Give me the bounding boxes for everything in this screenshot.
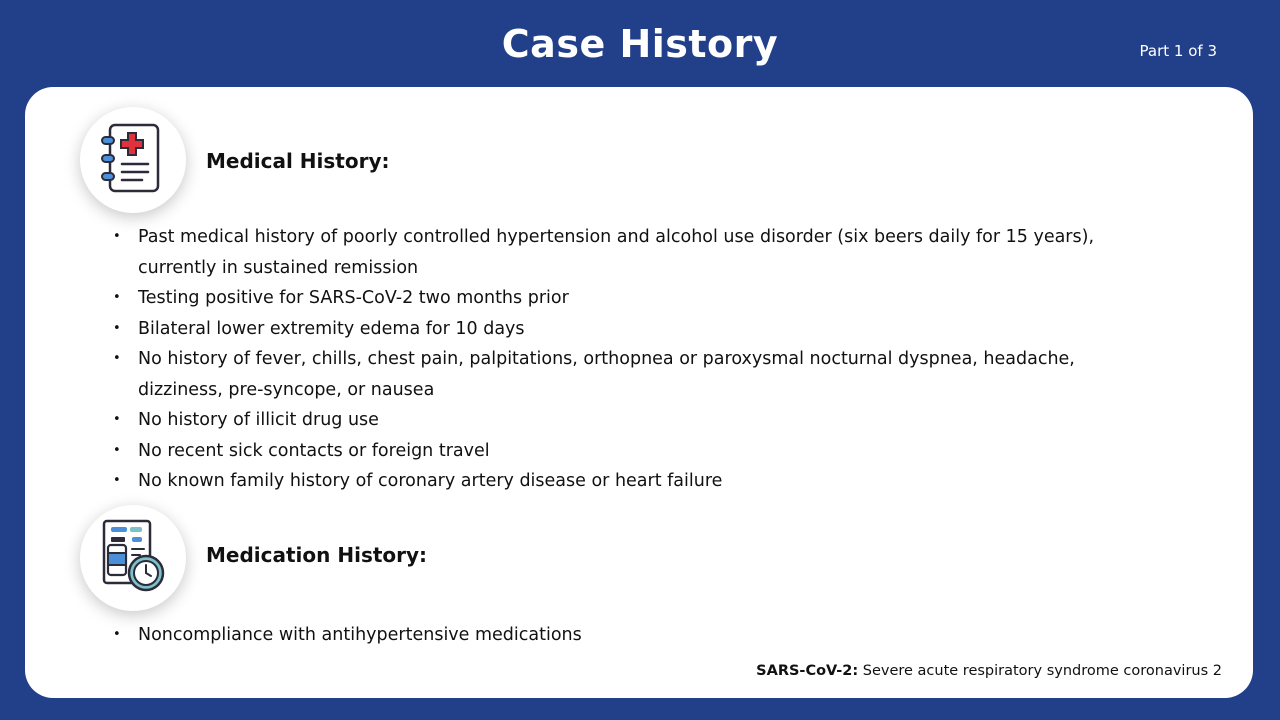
medical-history-list [113,222,1138,497]
medical-history-icon-badge [80,107,186,213]
list-item: • No history of illicit drug use [113,410,379,430]
medication-history-icon-badge [80,505,186,611]
page-title: Case History [501,22,779,66]
content-card [25,87,1253,698]
medical-history-title: Medical History: [206,149,390,173]
medical-record-icon [80,107,186,213]
part-indicator: Part 1 of 3 [1139,42,1217,60]
list-item: • No history of fever, chills, chest pain, palpitations, orthopnea or paroxysmal nocturnal dyspnea, headache, dizziness, pre-syncope, or nausea [113,349,1075,400]
list-item: • Past medical history of poorly controlled hypertension and alcohol use disorder (six beers daily for 15 years), currently in sustained remission [113,227,1095,278]
list-item: • Bilateral lower extremity edema for 10 days [113,318,525,339]
list-item: • No known family history of coronary artery disease or heart failure [113,471,723,491]
medication-history-title: Medication History: [206,543,428,567]
footnote-term: SARS-CoV-2: [756,663,859,679]
list-item: • No recent sick contacts or foreign travel [113,440,490,461]
medication-history-list [113,620,1138,651]
footnote [756,663,1222,679]
footnote-definition: Severe acute respiratory syndrome coronavirus 2 [862,663,1222,679]
medication-clock-icon [80,505,186,611]
list-item: • Testing positive for SARS-CoV-2 two months prior [113,288,569,308]
list-item: • Noncompliance with antihypertensive medications [113,625,582,645]
